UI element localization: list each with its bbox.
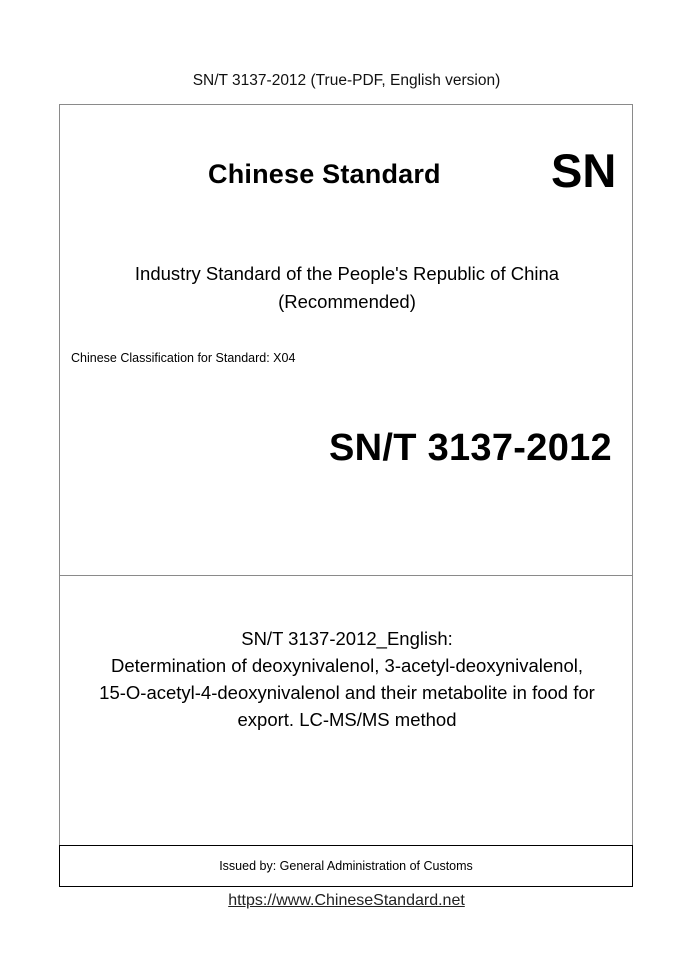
description-line-1: SN/T 3137-2012_English:: [241, 628, 453, 649]
description-line-2: Determination of deoxynivalenol, 3-acetyl-deoxynivalenol,: [110, 655, 583, 676]
document-header: SN/T 3137-2012 (True-PDF, English version): [192, 72, 501, 89]
classification-label: Chinese Classification for Standard: X04: [71, 351, 296, 365]
brand-code: SN: [551, 144, 617, 197]
cover-top-section: [60, 105, 632, 576]
industry-standard-label: [60, 260, 634, 316]
website-link[interactable]: https://www.ChineseStandard.net: [228, 892, 465, 909]
footer: [0, 892, 693, 910]
standard-description: [60, 625, 634, 733]
standard-number: SN/T 3137-2012: [328, 427, 612, 469]
description-line-3: 15-O-acetyl-4-deoxynivalenol and their metabolite in food for: [99, 682, 595, 703]
brand-title: Chinese Standard: [208, 159, 441, 189]
issued-by-text: Issued by: General Administration of Customs: [219, 859, 473, 873]
industry-line-2: (Recommended): [278, 291, 416, 312]
description-line-4: export. LC-MS/MS method: [237, 709, 457, 730]
cover-frame: [59, 104, 633, 886]
industry-line-1: Industry Standard of the People's Republic of China: [134, 263, 560, 284]
issued-by-box: [59, 845, 633, 887]
